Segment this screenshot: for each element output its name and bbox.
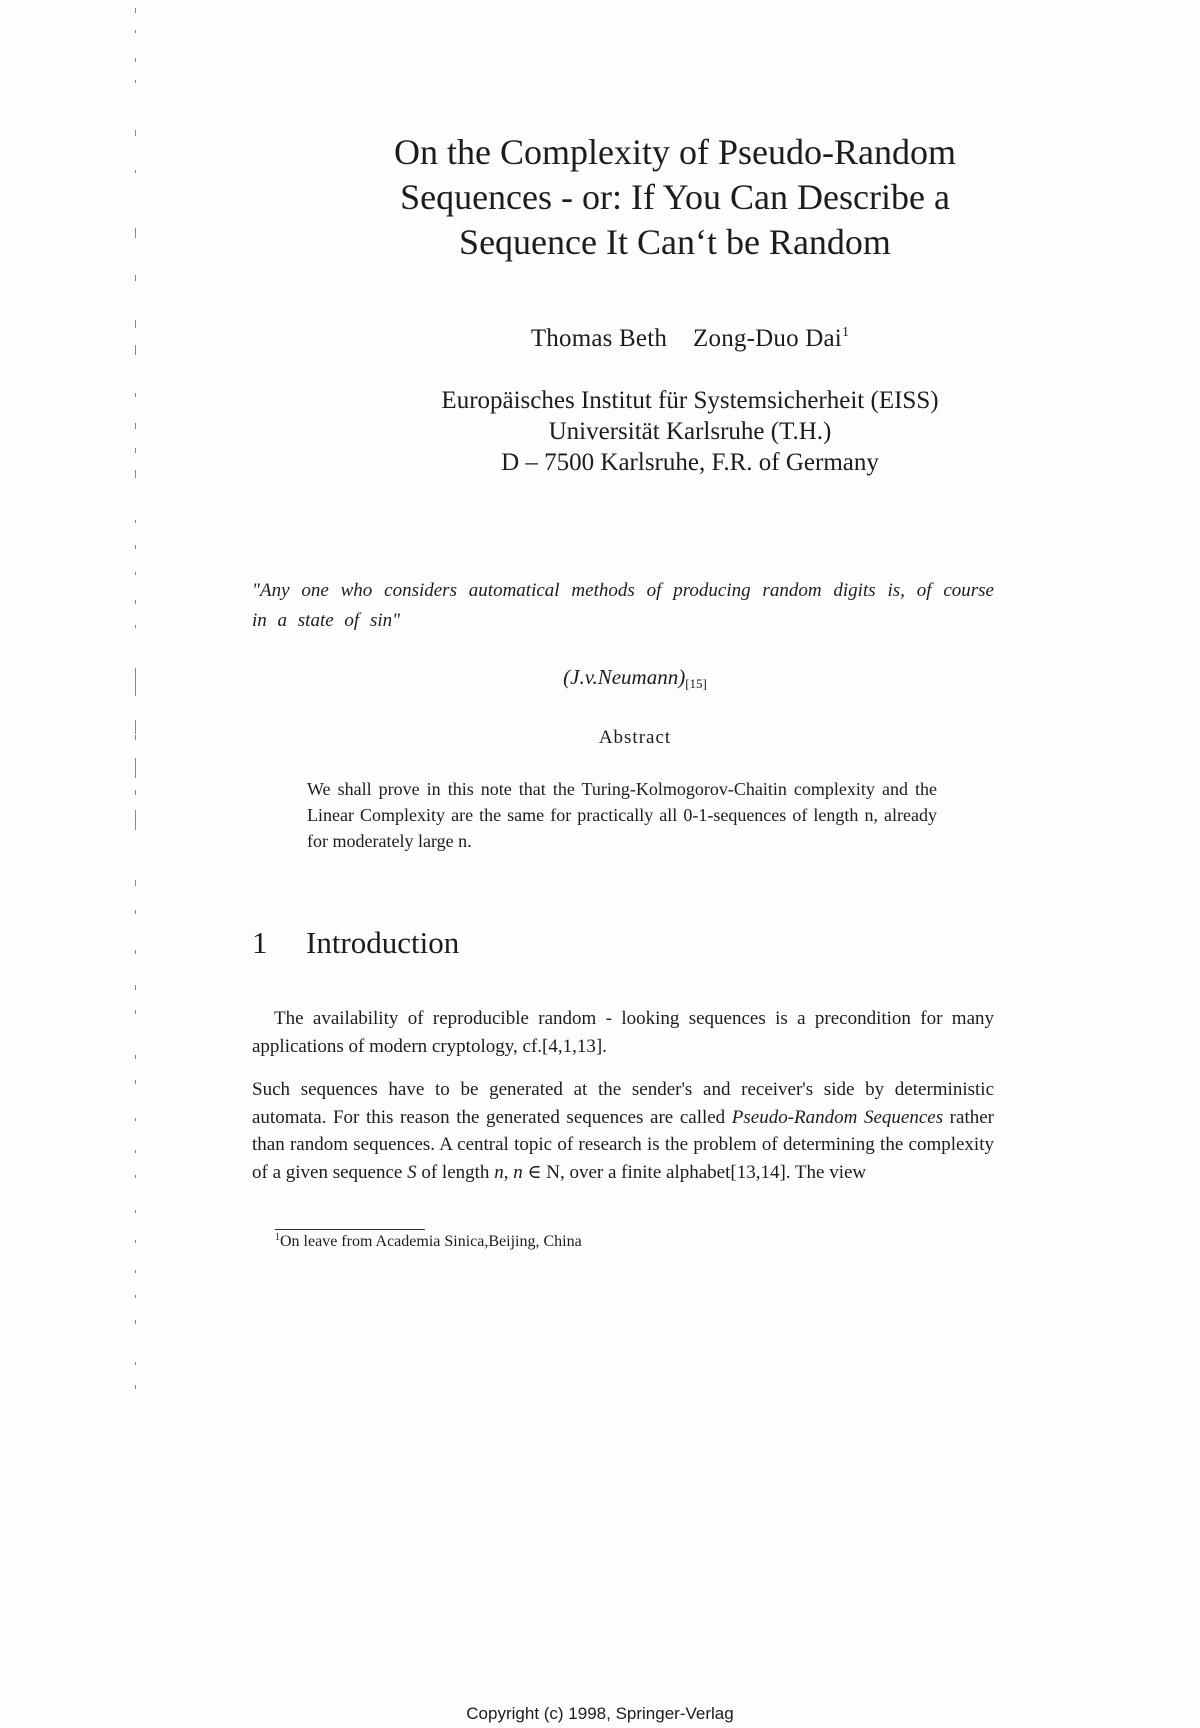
math-variable: S (407, 1161, 417, 1183)
title-line-1: On the Complexity of Pseudo-Random (394, 132, 956, 172)
author-name: Zong-Duo Dai (693, 325, 842, 352)
copyright-notice: Copyright (c) 1998, Springer-Verlag (466, 1704, 734, 1723)
abstract-heading: Abstract (598, 727, 672, 748)
footnote-divider (275, 1229, 425, 1230)
epigraph-quote: "Any one who considers automatical methods of producing random digits is, of course in a state of sin" (252, 580, 994, 631)
paper-title (150, 130, 1200, 265)
paragraph-text: Such sequences have to be generated at the sender's and receiver's side by deterministic automata. For this reason the generated sequences are called (252, 1079, 994, 1128)
paragraph-text: of length (416, 1161, 495, 1183)
epigraph-reference: [15] (685, 676, 707, 691)
affiliation-line-2: Universität Karlsruhe (T.H.) (548, 418, 832, 445)
math-variable: n (494, 1161, 504, 1183)
footnote-marker: 1 (841, 325, 850, 340)
section-heading (252, 925, 459, 961)
paragraph-text: , (503, 1161, 514, 1183)
body-paragraph: The availability of reproducible random - looking sequences is a precondition for many applications of modern cryptology, cf.[4,1,13]. (252, 1008, 994, 1057)
epigraph-attribution (400, 665, 870, 692)
body-paragraph (252, 1076, 994, 1186)
author-name: Thomas Beth (530, 325, 668, 352)
footnote-marker: 1 (275, 1232, 280, 1243)
footnote-text: On leave from Academia Sinica,Beijing, China (280, 1233, 582, 1250)
paragraph-text: rather than random sequences. A central topic of research is the problem of determining the complexity of a given sequence (252, 1106, 994, 1183)
title-line-3: Sequence It Can‘t be Random (459, 222, 891, 262)
abstract-text: We shall prove in this note that the Turing-Kolmogorov-Chaitin complexity and the Linear Complexity are the same for practically all 0-1-sequences of length n, already for moderately large n. (307, 779, 937, 851)
footnote (275, 1232, 582, 1251)
math-variable: n (513, 1161, 523, 1183)
title-line-2: Sequences - or: If You Can Describe a (400, 177, 950, 217)
section-title: Introduction (306, 925, 460, 960)
affiliation-line-1: Europäisches Institut für Systemsicherheit (EISS) (441, 387, 939, 414)
section-number: 1 (252, 925, 268, 960)
affiliation-line-3: D – 7500 Karlsruhe, F.R. of Germany (501, 449, 879, 476)
emphasized-term: Pseudo-Random Sequences (731, 1106, 944, 1128)
author-list (300, 317, 1080, 355)
epigraph-author: (J.v.Neumann) (563, 665, 686, 689)
affiliation (280, 385, 1100, 478)
paragraph-text: ∈ N, over a finite alphabet[13,14]. The view (522, 1161, 867, 1183)
scan-margin-marks (130, 0, 150, 1420)
